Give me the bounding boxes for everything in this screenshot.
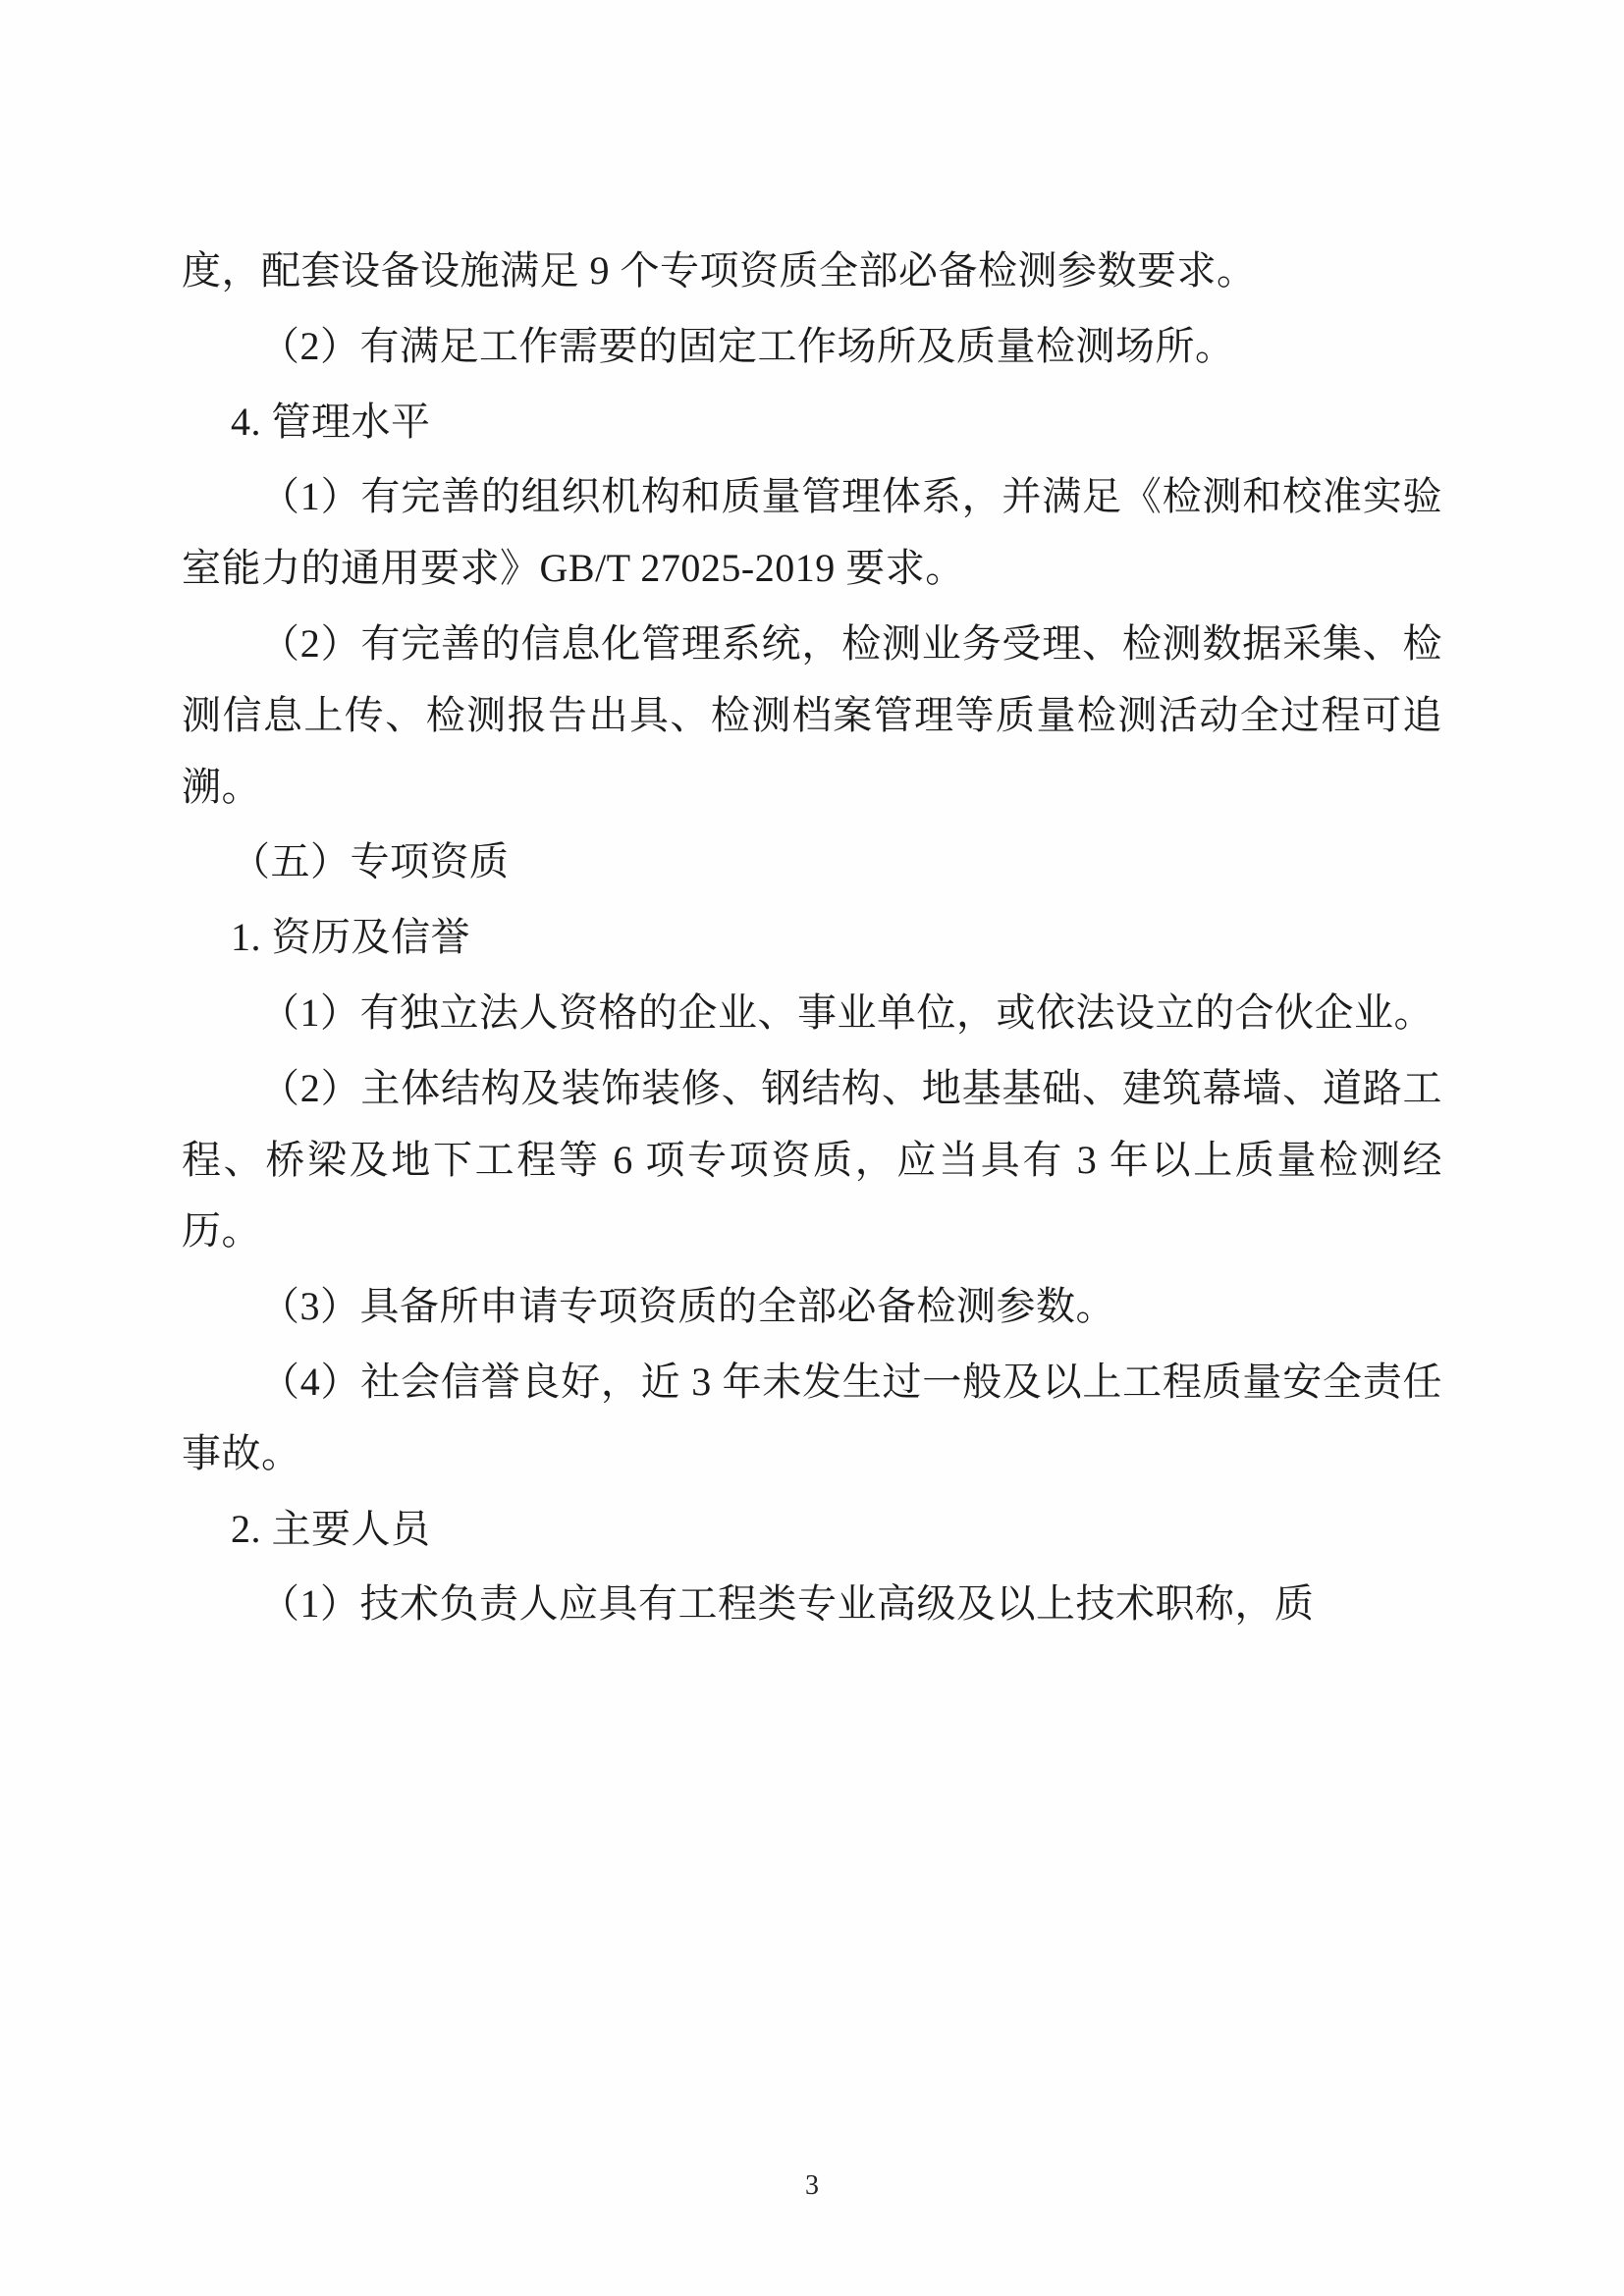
paragraph-heading: 2. 主要人员 xyxy=(231,1506,431,1551)
document-body xyxy=(182,236,1442,1640)
paragraph: （2）有满足工作需要的固定工作场所及质量检测场所。 xyxy=(260,323,1235,368)
page-number: 3 xyxy=(805,2170,819,2201)
paragraph: （4）社会信誉良好，近 3 年未发生过一般及以上工程质量安全责任事故。 xyxy=(182,1359,1442,1475)
paragraph-heading: 4. 管理水平 xyxy=(231,399,431,444)
paragraph: （1）技术负责人应具有工程类专业高级及以上技术职称，质 xyxy=(260,1581,1315,1627)
paragraph: （2）有完善的信息化管理系统，检测业务受理、检测数据采集、检测信息上传、检测报告出具、检测档案管理等质量检测活动全过程可追溯。 xyxy=(182,620,1442,809)
paragraph: 度，配套设备设施满足 9 个专项资质全部必备检测参数要求。 xyxy=(182,248,1257,293)
paragraph: （1）有完善的组织机构和质量管理体系，并满足《检测和校准实验室能力的通用要求》GB/T 27025-2019 要求。 xyxy=(182,474,1442,591)
paragraph-heading: （五）专项资质 xyxy=(231,839,510,884)
paragraph-heading: 1. 资历及信誉 xyxy=(231,915,470,960)
paragraph: （1）有独立法人资格的企业、事业单位，或依法设立的合伙企业。 xyxy=(260,989,1434,1035)
paragraph: （2）主体结构及装饰装修、钢结构、地基基础、建筑幕墙、道路工程、桥梁及地下工程等 6 项专项资质，应当具有 3 年以上质量检测经历。 xyxy=(182,1065,1442,1254)
paragraph: （3）具备所申请专项资质的全部必备检测参数。 xyxy=(260,1284,1115,1329)
